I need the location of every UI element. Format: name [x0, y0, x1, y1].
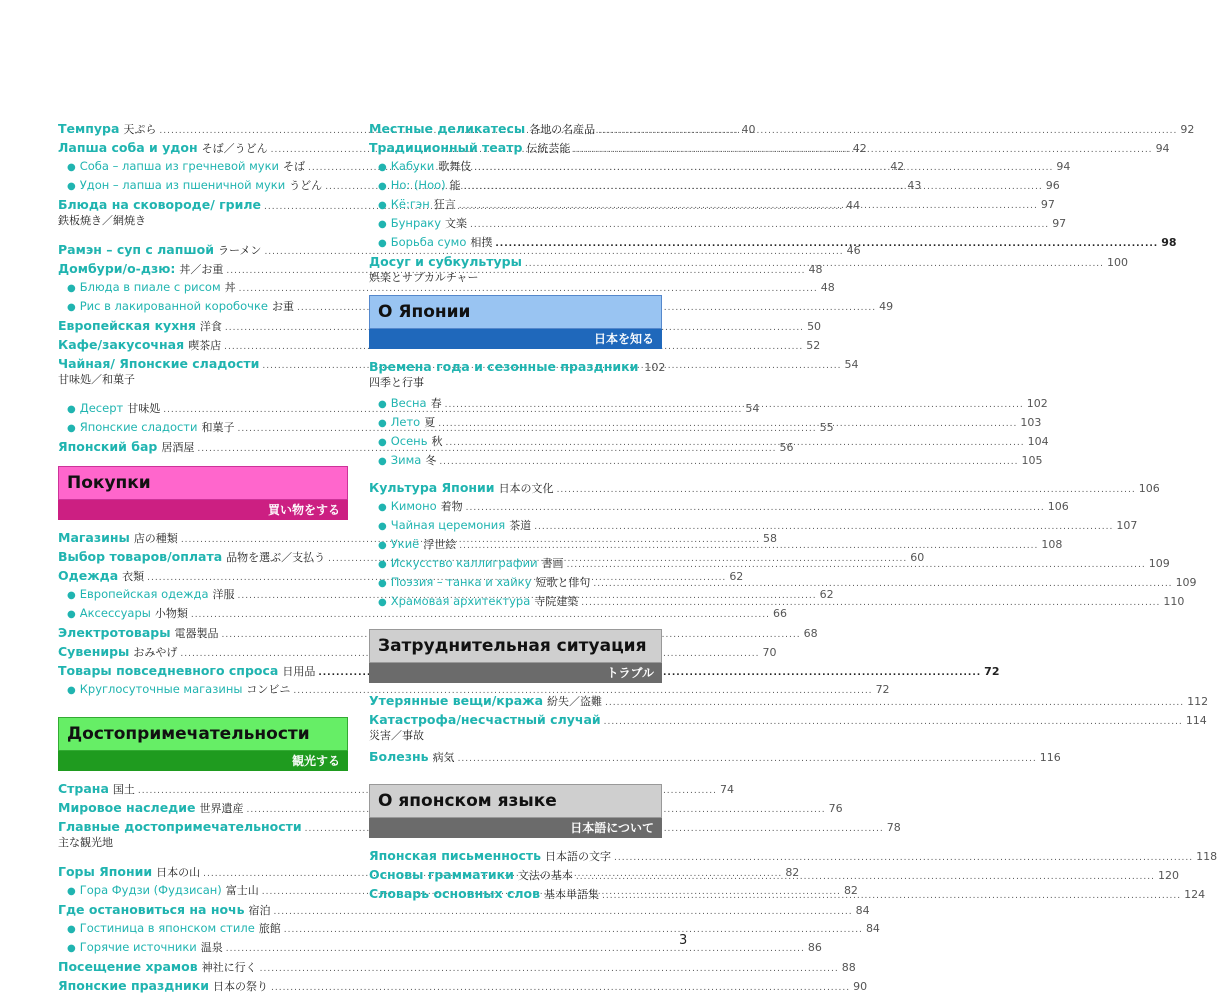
- page-ref: 55: [819, 421, 834, 434]
- section-header: [58, 466, 348, 520]
- entry-japanese: 旅館: [258, 922, 281, 935]
- page-ref: 50: [807, 320, 822, 333]
- entry-japanese: 書画: [541, 557, 564, 570]
- page-ref: 43: [907, 179, 922, 192]
- page-ref: 86: [807, 941, 822, 954]
- bullet-icon: ●: [67, 886, 76, 897]
- entry-title: Болезнь: [369, 749, 429, 764]
- page-ref: 76: [828, 802, 843, 815]
- page-ref: 44: [846, 199, 861, 212]
- entry-japanese: 寺院建築: [534, 595, 579, 608]
- entry-title: Кё:гэн: [390, 197, 430, 211]
- page-ref: 84: [855, 904, 870, 917]
- page-ref: 62: [819, 588, 834, 601]
- toc-entry[interactable]: [58, 957, 856, 976]
- bullet-icon: ●: [378, 219, 387, 230]
- toc-entry[interactable]: [369, 691, 1209, 710]
- page-ref: 106: [1047, 500, 1069, 513]
- entry-japanese: 甘味処: [127, 402, 161, 415]
- entry-title: Европейская одежда: [79, 587, 209, 601]
- spacer: [58, 232, 348, 240]
- page-ref: 109: [1175, 576, 1197, 589]
- entry-japanese: 春: [430, 397, 442, 410]
- page-ref: 103: [1020, 416, 1042, 429]
- entry-japanese: 日用品: [282, 665, 316, 678]
- page-ref: 118: [1196, 850, 1217, 863]
- page-ref: 90: [853, 980, 868, 993]
- toc-subentry[interactable]: [58, 278, 835, 297]
- page-ref: 82: [785, 866, 800, 879]
- section-title: О Японии: [369, 295, 662, 329]
- dot-leader: [445, 396, 1024, 415]
- bullet-icon: ●: [378, 540, 387, 551]
- toc-subentry[interactable]: [369, 214, 1067, 233]
- page-ref: 120: [1158, 869, 1179, 882]
- dot-leader: [602, 887, 1181, 906]
- dot-leader: [470, 216, 1049, 235]
- entry-japanese: 洋服: [212, 588, 235, 601]
- page-ref: 106: [1138, 482, 1160, 495]
- bullet-icon: ●: [378, 456, 387, 467]
- page-ref: 88: [841, 961, 856, 974]
- entry-japanese: 夏: [424, 416, 436, 429]
- entry-title: Чайная церемония: [390, 518, 506, 532]
- entry-title: Японские сладости: [79, 420, 198, 434]
- entry-title: Посещение храмов: [58, 959, 198, 974]
- page-ref: 49: [879, 300, 894, 313]
- entry-japanese: そば: [283, 160, 306, 173]
- page-ref: 102: [644, 361, 666, 374]
- page-ref: 92: [1180, 123, 1195, 136]
- page-ref: 82: [843, 884, 858, 897]
- entry-japanese: 文法の基本: [517, 869, 573, 882]
- page-ref: 74: [720, 783, 735, 796]
- toc-subentry[interactable]: [58, 938, 822, 957]
- entry-japanese: 日本の祭り: [212, 980, 268, 993]
- page-ref: 54: [844, 358, 859, 371]
- page-ref: 94: [1155, 142, 1170, 155]
- dot-leader: [525, 255, 1104, 274]
- page-ref: 114: [1185, 714, 1207, 727]
- entry-japanese: 各地の名産品: [529, 123, 596, 136]
- toc-entry[interactable]: [58, 623, 818, 642]
- entry-title: Весна: [390, 396, 427, 410]
- entry-japanese: おみやげ: [133, 646, 178, 659]
- entry-japanese: 相撲: [470, 236, 493, 249]
- toc-subentry[interactable]: [58, 680, 890, 699]
- dot-leader: [445, 434, 1024, 453]
- entry-japanese: 着物: [440, 500, 463, 513]
- dot-leader: [284, 921, 863, 940]
- page-ref: 124: [1184, 888, 1206, 901]
- entry-japanese: 和菓子: [201, 421, 235, 434]
- entry-japanese: 日本語の文字: [545, 850, 612, 863]
- entry-japanese: そば／うどん: [201, 142, 268, 155]
- bullet-icon: ●: [67, 685, 76, 696]
- bullet-icon: ●: [67, 283, 76, 294]
- entry-title: Укиё: [390, 537, 420, 551]
- entry-title: Страна: [58, 781, 109, 796]
- entry-title: Искусство каллиграфии: [390, 556, 538, 570]
- entry-title: Товары повседневного спроса: [58, 663, 279, 678]
- toc-subentry[interactable]: [58, 919, 880, 938]
- page-ref: 68: [803, 627, 818, 640]
- entry-japanese: 紛失／盗難: [547, 695, 603, 708]
- page-ref: 104: [1027, 435, 1049, 448]
- bullet-icon: ●: [378, 238, 387, 249]
- dot-leader: [458, 750, 1037, 769]
- entry-title: Лето: [390, 415, 421, 429]
- entry-japanese: 衣類: [122, 570, 145, 583]
- page-ref: 40: [741, 123, 756, 136]
- spacer: [58, 854, 348, 862]
- entry-japanese: 日本の山: [156, 866, 201, 879]
- entry-title: Катастрофа/несчастный случай: [369, 712, 601, 727]
- page-ref: 66: [772, 607, 787, 620]
- toc-entry[interactable]: [369, 478, 1160, 497]
- bullet-icon: ●: [378, 559, 387, 570]
- section-header: [58, 717, 348, 771]
- entry-japanese: 病気: [432, 751, 455, 764]
- page-ref: 108: [1041, 538, 1063, 551]
- bullet-icon: ●: [378, 200, 387, 211]
- spacer: [58, 391, 348, 399]
- entry-title: Горячие источники: [79, 940, 197, 954]
- page-ref: 100: [1107, 256, 1129, 269]
- section-title: Достопримечательности: [58, 717, 348, 751]
- entry-title: Мировое наследие: [58, 800, 196, 815]
- entry-title: Соба – лапша из гречневой муки: [79, 159, 280, 173]
- page-ref: 97: [1052, 217, 1067, 230]
- toc-japanese-subtitle: 災害／事故: [369, 729, 424, 742]
- bullet-icon: ●: [67, 181, 76, 192]
- section-header: [369, 784, 662, 838]
- bullet-icon: ●: [67, 943, 76, 954]
- dot-leader: [466, 499, 1045, 518]
- entry-title: Круглосуточные магазины: [79, 682, 243, 696]
- entry-japanese: 宿泊: [248, 904, 271, 917]
- page-ref: 56: [779, 441, 794, 454]
- page-ref: 60: [910, 551, 925, 564]
- bullet-icon: ●: [67, 162, 76, 173]
- page-ref: 98: [1161, 236, 1177, 249]
- dot-leader: [576, 868, 1155, 887]
- entry-title: Японский бар: [58, 439, 158, 454]
- toc-entry[interactable]: [58, 900, 870, 919]
- page-ref: 48: [808, 263, 823, 276]
- dot-leader: [581, 594, 1160, 613]
- entry-title: Магазины: [58, 530, 130, 545]
- entry-title: Гора Фудзи (Фудзисан): [79, 883, 222, 897]
- entry-japanese: 店の種類: [133, 532, 178, 545]
- page-ref: 94: [1056, 160, 1071, 173]
- section-header: [369, 629, 662, 683]
- page-ref: 97: [1040, 198, 1055, 211]
- dot-leader: [438, 415, 1017, 434]
- entry-title: Храмовая архитектура: [390, 594, 531, 608]
- page-ref: 112: [1187, 695, 1209, 708]
- entry-japanese: お重: [272, 300, 294, 313]
- entry-title: Кафе/закусочная: [58, 337, 185, 352]
- entry-title: Гостиница в японском стиле: [79, 921, 255, 935]
- entry-japanese: 富士山: [225, 884, 259, 897]
- section-subtitle-jp: 日本を知る: [369, 329, 662, 349]
- entry-title: Кимоно: [390, 499, 437, 513]
- entry-japanese: 能: [449, 179, 461, 192]
- entry-title: Рамэн – суп с лапшой: [58, 242, 214, 257]
- entry-title: Рис в лакированной коробочке: [79, 299, 268, 313]
- entry-title: Времена года и сезонные праздники: [369, 359, 639, 374]
- bullet-icon: ●: [378, 597, 387, 608]
- entry-title: Темпура: [58, 121, 120, 136]
- bullet-icon: ●: [378, 521, 387, 532]
- page-number: 3: [679, 933, 688, 948]
- entry-japanese: 浮世絵: [423, 538, 457, 551]
- page-ref: 46: [846, 244, 861, 257]
- entry-title: Где остановиться на ночь: [58, 902, 245, 917]
- toc-japanese-subtitle: 主な観光地: [58, 836, 113, 849]
- bullet-icon: ●: [378, 437, 387, 448]
- page-ref: 62: [729, 570, 744, 583]
- entry-japanese: 茶道: [509, 519, 532, 532]
- section-header: [369, 295, 662, 349]
- entry-title: Чайная/ Японские сладости: [58, 356, 260, 371]
- bullet-icon: ●: [378, 181, 387, 192]
- entry-japanese: 洋食: [199, 320, 222, 333]
- entry-title: Но: (Ноо): [390, 178, 446, 192]
- page-ref: 54: [745, 402, 760, 415]
- dot-leader: [605, 694, 1184, 713]
- entry-japanese: うどん: [289, 179, 323, 192]
- entry-title: Традиционный театр: [369, 140, 523, 155]
- dot-leader: [439, 453, 1018, 472]
- bullet-icon: ●: [67, 423, 76, 434]
- dot-leader: [534, 518, 1113, 537]
- bullet-icon: ●: [378, 399, 387, 410]
- entry-japanese: 品物を選ぶ／支払う: [226, 551, 326, 564]
- page-ref: 70: [762, 646, 777, 659]
- toc-subentry[interactable]: [369, 451, 1043, 470]
- toc-entry[interactable]: [369, 747, 1061, 766]
- toc-entry[interactable]: [369, 846, 1217, 865]
- dot-leader: [598, 122, 1177, 141]
- toc-entry[interactable]: [58, 316, 822, 335]
- toc-japanese-subtitle: 四季と行事: [369, 376, 424, 389]
- section-title: Покупки: [58, 466, 348, 500]
- entry-title: Сувениры: [58, 644, 130, 659]
- bullet-icon: ●: [67, 404, 76, 415]
- page-ref: 52: [806, 339, 821, 352]
- dot-leader: [495, 235, 1158, 254]
- entry-title: Десерт: [79, 401, 124, 415]
- entry-japanese: 世界遺産: [199, 802, 244, 815]
- page-ref: 110: [1163, 595, 1185, 608]
- entry-title: Утерянные вещи/кража: [369, 693, 544, 708]
- page-ref: 96: [1045, 179, 1060, 192]
- entry-japanese: 歌舞伎: [438, 160, 472, 173]
- entry-title: Бунраку: [390, 216, 442, 230]
- bullet-icon: ●: [67, 302, 76, 313]
- entry-title: Осень: [390, 434, 428, 448]
- entry-japanese: 短歌と俳句: [535, 576, 591, 589]
- entry-japanese: 文楽: [445, 217, 468, 230]
- page-ref: 109: [1148, 557, 1170, 570]
- dot-leader: [260, 960, 839, 979]
- entry-title: Аксессуары: [79, 606, 151, 620]
- entry-japanese: ラーメン: [217, 244, 262, 257]
- entry-title: Главные достопримечательности: [58, 819, 302, 834]
- entry-title: Досуг и субкультуры: [369, 254, 522, 269]
- entry-japanese: 神社に行く: [201, 961, 257, 974]
- toc-entry[interactable]: [369, 710, 1207, 729]
- entry-japanese: 冬: [425, 454, 437, 467]
- section-subtitle-jp: 日本語について: [369, 818, 662, 838]
- entry-title: Местные деликатесы: [369, 121, 526, 136]
- toc-entry[interactable]: [58, 976, 868, 995]
- entry-title: Зима: [390, 453, 422, 467]
- entry-title: Горы Японии: [58, 864, 153, 879]
- entry-title: Домбури/о-дзю:: [58, 261, 176, 276]
- entry-japanese: 温泉: [200, 941, 223, 954]
- entry-japanese: 国土: [112, 783, 135, 796]
- entry-title: Кабуки: [390, 159, 435, 173]
- entry-japanese: 丼: [224, 281, 236, 294]
- bullet-icon: ●: [378, 162, 387, 173]
- section-subtitle-jp: 買い物をする: [58, 500, 348, 520]
- section-title: Затруднительная ситуация: [369, 629, 662, 663]
- section-subtitle-jp: 観光する: [58, 751, 348, 771]
- entry-japanese: 喫茶店: [188, 339, 222, 352]
- entry-japanese: 基本単語集: [544, 888, 600, 901]
- entry-title: Основы грамматики: [369, 867, 514, 882]
- toc-entry[interactable]: [58, 779, 735, 798]
- bullet-icon: ●: [67, 609, 76, 620]
- page-ref: 105: [1021, 454, 1043, 467]
- entry-title: Блюда на сковороде/ гриле: [58, 197, 262, 212]
- section-title: О японском языке: [369, 784, 662, 818]
- dot-leader: [459, 197, 1038, 216]
- entry-title: Культура Японии: [369, 480, 495, 495]
- page-ref: 48: [820, 281, 835, 294]
- bullet-icon: ●: [378, 502, 387, 513]
- entry-japanese: 天ぷら: [123, 123, 157, 136]
- entry-title: Японские праздники: [58, 978, 209, 993]
- page-ref: 58: [762, 532, 777, 545]
- entry-title: Японская письменность: [369, 848, 542, 863]
- entry-japanese: 電器製品: [174, 627, 219, 640]
- entry-japanese: 小物類: [154, 607, 188, 620]
- entry-title: Электротовары: [58, 625, 171, 640]
- dot-leader: [567, 556, 1146, 575]
- page-ref: 72: [984, 665, 1000, 678]
- entry-title: Одежда: [58, 568, 119, 583]
- toc-japanese-subtitle: 甘味処／和菓子: [58, 373, 135, 386]
- dot-leader: [464, 178, 1043, 197]
- page-ref: 42: [890, 160, 905, 173]
- toc-japanese-subtitle: 鉄板焼き／網焼き: [58, 214, 146, 227]
- toc-subentry[interactable]: [369, 497, 1069, 516]
- page-ref: 102: [1026, 397, 1048, 410]
- dot-leader: [593, 575, 1172, 594]
- entry-japanese: 伝統芸能: [526, 142, 571, 155]
- entry-title: Борьба сумо: [390, 235, 467, 249]
- page-ref: 84: [865, 922, 880, 935]
- bullet-icon: ●: [378, 418, 387, 429]
- entry-japanese: 居酒屋: [161, 441, 195, 454]
- dot-leader: [474, 159, 1053, 178]
- entry-title: Словарь основных слов: [369, 886, 541, 901]
- toc-entry[interactable]: [369, 357, 666, 376]
- page-ref: 72: [875, 683, 890, 696]
- page-ref: 107: [1116, 519, 1138, 532]
- entry-title: Лапша соба и удон: [58, 140, 198, 155]
- toc-subentry[interactable]: [369, 516, 1138, 535]
- bullet-icon: ●: [67, 590, 76, 601]
- entry-japanese: コンビニ: [246, 683, 291, 696]
- toc-subentry[interactable]: [58, 604, 787, 623]
- dot-leader: [614, 849, 1193, 868]
- bullet-icon: ●: [378, 578, 387, 589]
- page-ref: 116: [1039, 751, 1061, 764]
- entry-japanese: 秋: [431, 435, 443, 448]
- entry-japanese: 狂言: [433, 198, 456, 211]
- bullet-icon: ●: [67, 924, 76, 935]
- dot-leader: [271, 979, 850, 998]
- page-ref: 42: [852, 142, 867, 155]
- entry-japanese: 日本の文化: [498, 482, 554, 495]
- entry-title: Удон – лапша из пшеничной муки: [79, 178, 286, 192]
- entry-title: Блюда в пиале с рисом: [79, 280, 221, 294]
- entry-title: Поэзия – танка и хайку: [390, 575, 532, 589]
- dot-leader: [226, 940, 805, 959]
- section-subtitle-jp: トラブル: [369, 663, 662, 683]
- page-ref: 78: [886, 821, 901, 834]
- entry-title: Европейская кухня: [58, 318, 196, 333]
- dot-leader: [604, 713, 1183, 732]
- entry-title: Выбор товаров/оплата: [58, 549, 223, 564]
- toc-japanese-subtitle: 娯楽とサブカルチャー: [369, 271, 479, 284]
- entry-japanese: 丼／お重: [179, 263, 224, 276]
